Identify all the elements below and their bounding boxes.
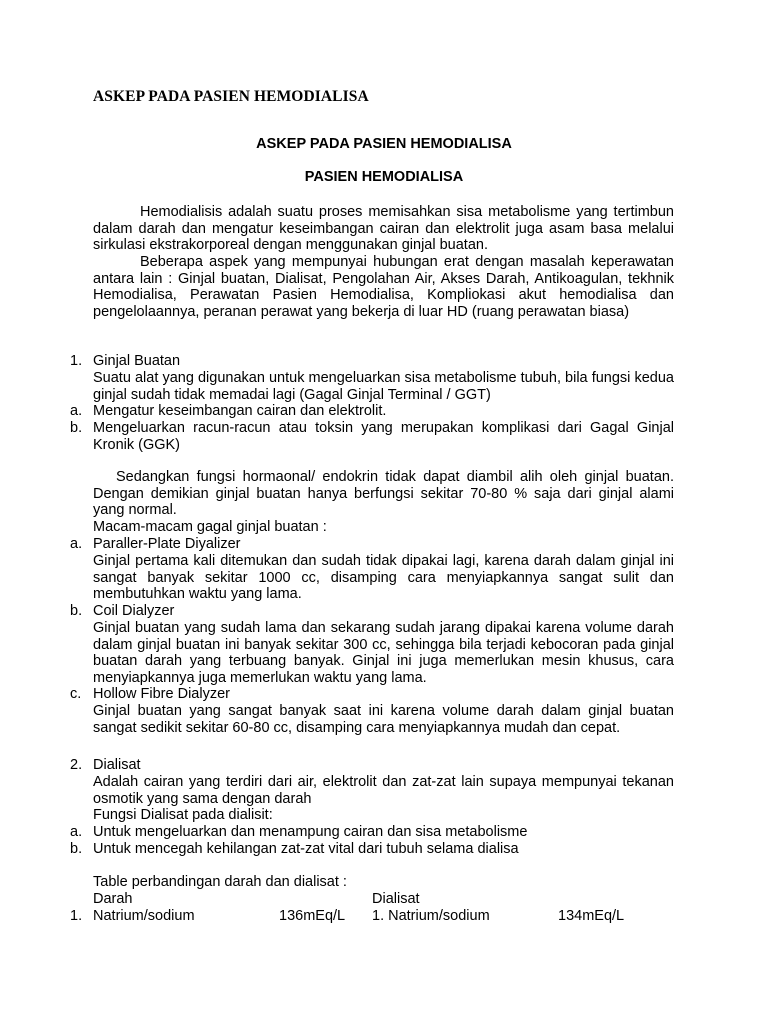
table-caption: Table perbandingan darah dan dialisat : (93, 874, 347, 890)
list-marker: a. (70, 403, 83, 419)
types-label: Macam-macam gagal ginjal buatan : (93, 519, 327, 535)
type-name: Hollow Fibre Dialyzer (93, 686, 230, 702)
section-1-heading: Ginjal Buatan (93, 353, 181, 369)
intro-paragraph-2: Beberapa aspek yang mempunyai hubungan erat dengan masalah keperawatan antara lain : Ginjal buatan, Dialisat, Pengolahan Air, Akses Darah, Antikoagulan, tekhnik Hemodialisa, Perawatan Pasien Hemodialisa, Kompliokasi akut hemodialisa dan pengelolaannya, peranan perawat yang bekerja di luar HD (ruang perawatan biasa) (93, 254, 674, 320)
type-name: Paraller-Plate Diyalizer (93, 536, 241, 552)
section-2-heading: Dialisat (93, 757, 141, 773)
main-title: ASKEP PADA PASIEN HEMODIALISA (256, 136, 512, 152)
darah-name: Natrium/sodium (93, 908, 195, 924)
list-marker: b. (70, 420, 83, 436)
section-2-text: Adalah cairan yang terdiri dari air, elektrolit dan zat-zat lain supaya mempunyai tekanan osmotik yang sama dengan darah (93, 774, 674, 807)
list-marker: c. (70, 686, 82, 702)
section-2-number: 2. (70, 757, 83, 773)
list-marker: a. (70, 536, 83, 552)
list-marker: b. (70, 841, 83, 857)
type-name: Coil Dialyzer (93, 603, 175, 619)
list-item: Untuk mengeluarkan dan menampung cairan dan sisa metabolisme (93, 824, 528, 840)
list-item: Mengeluarkan racun-racun atau toksin yang merupakan komplikasi dari Gagal Ginjal Kronik (GGK) (93, 420, 674, 453)
column-header-dialisat: Dialisat (372, 891, 420, 907)
list-marker: a. (70, 824, 83, 840)
column-header-darah: Darah (93, 891, 133, 907)
type-description: Ginjal buatan yang sangat banyak saat ini karena volume darah dalam ginjal buatan sangat sedikit sekitar 60-80 cc, disamping cara menyiapkannya mudah dan cepat. (93, 703, 674, 736)
row-number: 1. (70, 908, 83, 924)
list-item: Mengatur keseimbangan cairan dan elektrolit. (93, 403, 387, 419)
dialisat-name: 1. Natrium/sodium (372, 908, 490, 924)
list-marker: b. (70, 603, 83, 619)
dialisat-value: 134mEq/L (558, 908, 625, 924)
intro-paragraph-1: Hemodialisis adalah suatu proses memisahkan sisa metabolisme yang tertimbun dalam darah dan mengatur keseimbangan cairan dan elektrolit juga asam basa melalui sirkulasi ekstrakorporeal dengan menggunakan ginjal buatan. (93, 204, 674, 254)
section-1-number: 1. (70, 353, 83, 369)
type-description: Ginjal pertama kali ditemukan dan sudah tidak dipakai lagi, karena darah dalam ginjal ini sangat banyak sekitar 1000 cc, disamping cara menyiapkannya sangat sulit dan membutuhkan waktu yang lama. (93, 553, 674, 603)
darah-value: 136mEq/L (279, 908, 346, 924)
subtitle: PASIEN HEMODIALISA (304, 169, 464, 185)
type-description: Ginjal buatan yang sudah lama dan sekarang sudah jarang dipakai karena volume darah dalam ginjal buatan ini banyak sekitar 300 cc, sehingga bila terjadi kebocoran pada ginjal buatan darah yang terbuang banyak. Ginjal ini juga memerlukan mesin khusus, cara menyiapkannya juga memerlukan waktu yang lama. (93, 620, 674, 686)
fungsi-label: Fungsi Dialisat pada dialisit: (93, 807, 273, 823)
list-item: Untuk mencegah kehilangan zat-zat vital dari tubuh selama dialisa (93, 841, 519, 857)
document-header: ASKEP PADA PASIEN HEMODIALISA (93, 88, 369, 105)
section-1-paragraph: Sedangkan fungsi hormaonal/ endokrin tidak dapat diambil alih oleh ginjal buatan. Dengan demikian ginjal buatan hanya berfungsi sekitar 70-80 % saja dari ginjal alami yang normal. (93, 469, 674, 519)
section-1-text: Suatu alat yang digunakan untuk mengeluarkan sisa metabolisme tubuh, bila fungsi kedua ginjal sudah tidak memadai lagi (Gagal Ginjal Terminal / GGT) (93, 370, 674, 403)
